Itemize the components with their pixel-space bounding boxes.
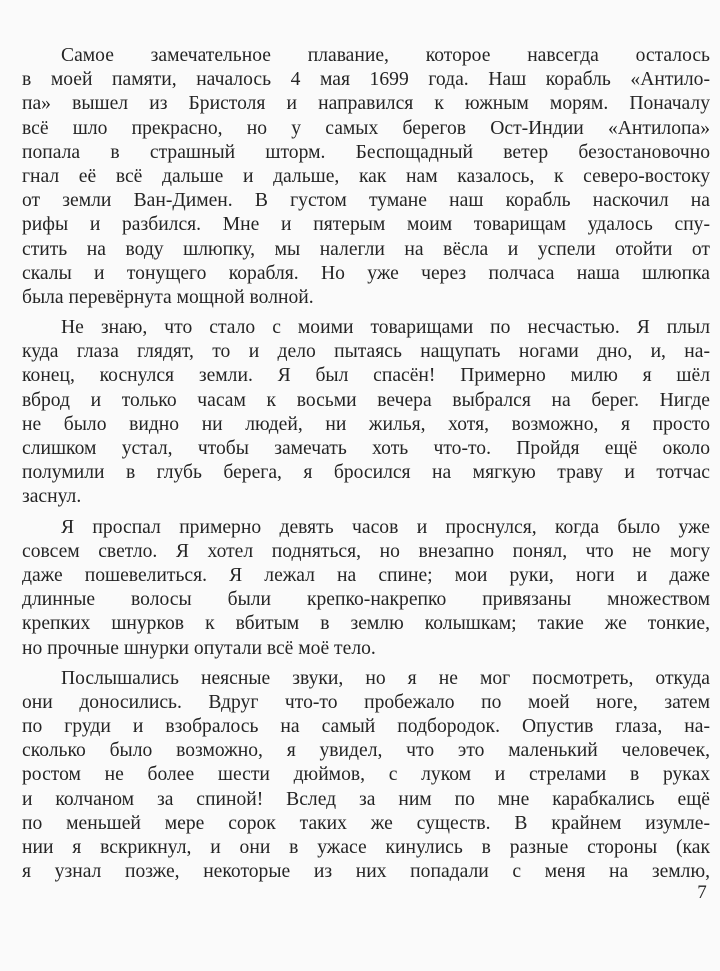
text-line: всё шло прекрасно, но у самых берегов Ост-Индии «Антилопа» xyxy=(22,117,710,139)
text-line: они доносились. Вдруг что-то пробежало по моей ноге, затем xyxy=(22,691,710,713)
text-line: па» вышел из Бристоля и направился к южным морям. Поначалу xyxy=(22,93,710,115)
text-line: нии я вскрикнул, и они в ужасе кинулись в разные стороны (как xyxy=(22,837,710,858)
text-line: куда глаза глядят, то и дело пытаясь нащупать ногами дно, и, на- xyxy=(22,341,710,363)
text-line: стить на воду шлюпку, мы налегли на вёсла и успели отойти от xyxy=(22,238,710,260)
text-line: Я проспал примерно девять часов и проснулся, когда было уже xyxy=(61,516,710,538)
text-line: от земли Ван-Димен. В густом тумане наш корабль наскочил на xyxy=(22,190,710,212)
text-line: слишком устал, чтобы замечать хоть что-то. Пройдя ещё около xyxy=(22,438,710,459)
body-text xyxy=(22,44,710,884)
text-line: по груди и взобралось на самый подбородок. Опустив глаза, на- xyxy=(22,716,710,738)
text-line: конец, коснулся земли. Я был спасён! Примерно милю я шёл xyxy=(22,365,710,387)
text-line: совсем светло. Я хотел подняться, но внезапно понял, что не могу xyxy=(22,540,710,562)
text-line: была перевёрнута мощной волной. xyxy=(22,286,314,308)
text-line: длинные волосы были крепко-накрепко привязаны множеством xyxy=(22,589,710,611)
text-line: гнал её всё дальше и дальше, как нам казалось, к северо-востоку xyxy=(22,165,710,187)
text-line: рифы и разбился. Мне и пятерым моим товарищам удалось спу- xyxy=(22,214,710,236)
text-line: крепких шнурков к вбитым в землю колышкам; такие же тонкие, xyxy=(22,613,710,635)
text-line: сколько было возможно, я увидел, что это маленький человечек, xyxy=(22,740,710,762)
paragraph-1 xyxy=(22,44,710,310)
text-line: ростом не более шести дюймов, с луком и стрелами в руках xyxy=(22,764,710,786)
paragraph-2 xyxy=(22,316,710,510)
text-line: но прочные шнурки опутали всё моё тело. xyxy=(22,637,376,659)
text-line: Послышались неясные звуки, но я не мог посмотреть, откуда xyxy=(61,667,710,689)
text-line: не было видно ни людей, ни жилья, хотя, возможно, я просто xyxy=(22,413,710,435)
text-line: скалы и тонущего корабля. Но уже через полчаса наша шлюпка xyxy=(22,262,710,284)
text-line: даже пошевелиться. Я лежал на спине; мои руки, ноги и даже xyxy=(22,564,710,586)
text-line: попала в страшный шторм. Беспощадный ветер безостановочно xyxy=(22,141,710,163)
text-line: заснул. xyxy=(22,486,82,508)
page-number: 7 xyxy=(697,882,707,903)
paragraph-4 xyxy=(22,667,710,885)
text-line: по меньшей мере сорок таких же существ. В крайнем изумле- xyxy=(22,812,710,834)
text-line: Не знаю, что стало с моими товарищами по несчастью. Я плыл xyxy=(61,317,710,339)
text-line: в моей памяти, началось 4 мая 1699 года. Наш корабль «Антило- xyxy=(22,69,710,91)
text-line: и колчаном за спиной! Вслед за ним по мне карабкались ещё xyxy=(22,788,710,810)
text-line: полумили в глубь берега, я бросился на мягкую траву и тотчас xyxy=(22,462,710,484)
text-line: вброд и только часам к восьми вечера выбрался на берег. Нигде xyxy=(22,389,710,411)
text-line: Самое замечательное плавание, которое навсегда осталось xyxy=(61,45,710,66)
paragraph-3 xyxy=(22,516,710,661)
text-line: я узнал позже, некоторые из них попадали с меня на землю, xyxy=(22,861,710,883)
